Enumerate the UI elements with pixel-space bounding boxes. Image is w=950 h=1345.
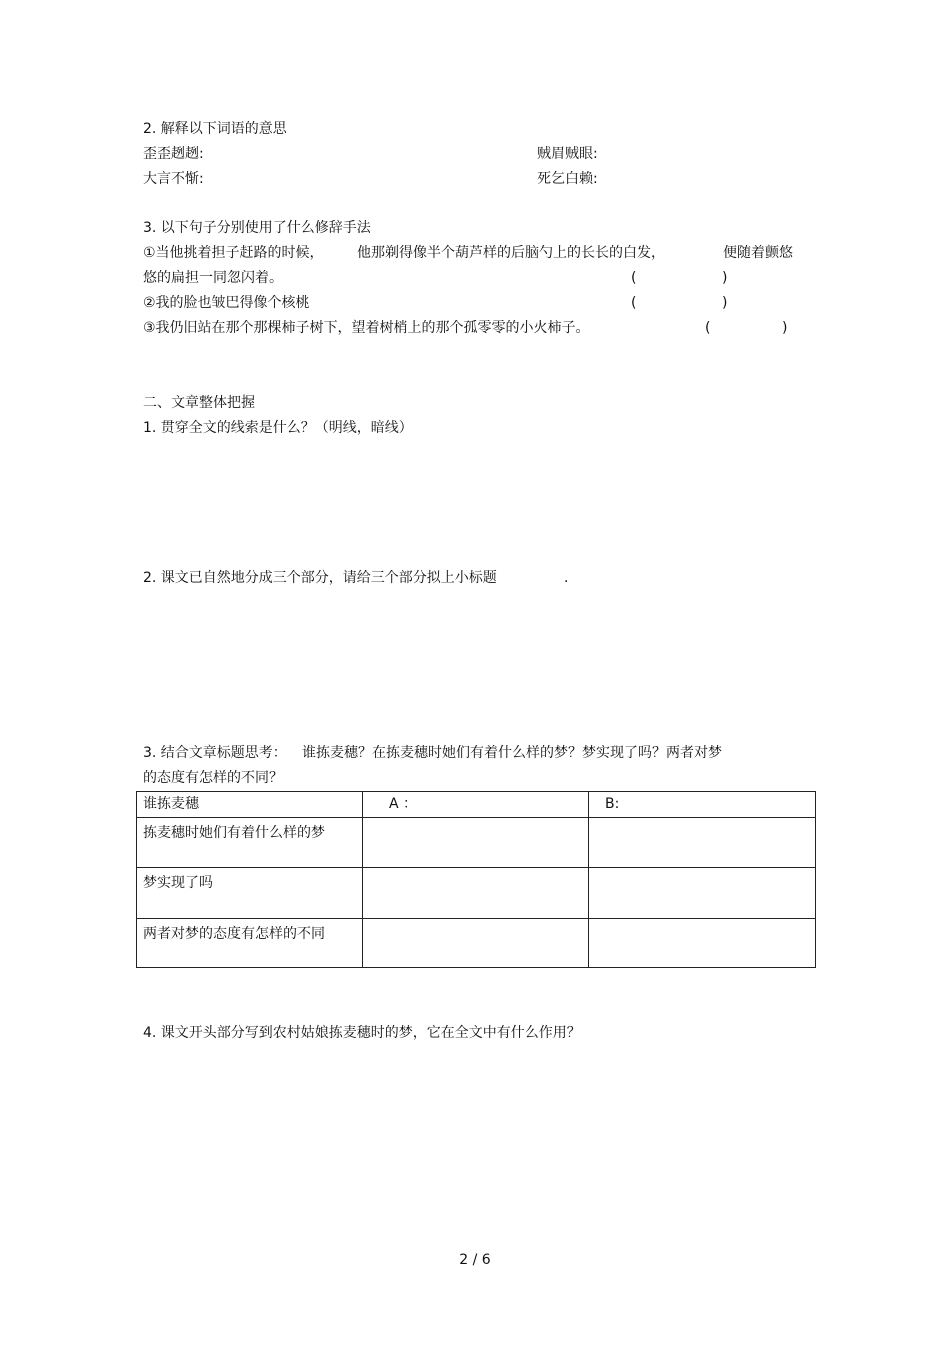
- section-2-question-4: 4. 课文开头部分写到农村姑娘拣麦穗时的梦，它在全文中有什么作用？: [143, 1025, 581, 1041]
- table-row: [137, 818, 816, 868]
- section-2-question-1: 1. 贯穿全文的线索是什么？（明线，暗线）: [143, 420, 413, 436]
- table-row-label-realized: 梦实现了吗: [137, 868, 363, 919]
- answer-paren-close-3: ): [782, 320, 788, 336]
- q2-title: 2. 解释以下词语的意思: [143, 121, 287, 137]
- answer-paren-close-1: ): [722, 270, 728, 286]
- q3-sentence-2: ②我的脸也皱巴得像个核桃: [143, 295, 310, 311]
- answer-paren-close-2: ): [722, 295, 728, 311]
- q3-sentence-1-part-1: ①当他挑着担子赶路的时候，: [143, 245, 324, 261]
- table-row-label-attitude: 两者对梦的态度有怎样的不同: [137, 919, 363, 968]
- section-2-heading: 二、文章整体把握: [143, 395, 255, 411]
- section-2-question-2: 2. 课文已自然地分成三个部分，请给三个部分拟上小标题: [143, 570, 497, 586]
- table-cell-a-realized[interactable]: [363, 868, 589, 919]
- table-row: [137, 792, 816, 818]
- section-2-question-2-period: .: [564, 570, 569, 586]
- table-header-a: A ：: [363, 792, 589, 818]
- answer-paren-open-2: (: [631, 295, 637, 311]
- table-row: [137, 868, 816, 919]
- q2-term-3: 大言不惭:: [143, 171, 204, 187]
- table-cell-a-attitude[interactable]: [363, 919, 589, 968]
- q3-sentence-1-part-3: 便随着颤悠: [723, 245, 793, 261]
- dream-comparison-table: [136, 791, 816, 968]
- q2-term-2: 贼眉贼眼:: [537, 146, 598, 162]
- q3-sentence-1-part-2: 他那剃得像半个葫芦样的后脑勺上的长长的白发，: [357, 245, 665, 261]
- table-cell-b-attitude[interactable]: [589, 919, 816, 968]
- section-2-question-3-line-2: 的态度有怎样的不同？: [143, 770, 283, 786]
- section-2-question-3-line-1b: 谁拣麦穗？在拣麦穗时她们有着什么样的梦？梦实现了吗？两者对梦: [302, 745, 722, 761]
- section-2-question-3-line-1a: 3. 结合文章标题思考：: [143, 745, 287, 761]
- table-header-b: B:: [589, 792, 816, 818]
- q2-term-4: 死乞白赖:: [537, 171, 598, 187]
- q2-term-1: 歪歪趔趔:: [143, 146, 204, 162]
- table-cell-b-realized[interactable]: [589, 868, 816, 919]
- q3-sentence-3: ③我仍旧站在那个那棵柿子树下，望着树梢上的那个孤零零的小火柿子。: [143, 320, 590, 336]
- answer-paren-open-3: (: [705, 320, 711, 336]
- table-row: [137, 919, 816, 968]
- page-number: 2 / 6: [459, 1252, 491, 1268]
- table-cell-b-dream[interactable]: [589, 818, 816, 868]
- answer-paren-open-1: (: [631, 270, 637, 286]
- q3-sentence-1-line-2: 悠的扁担一同忽闪着。: [143, 270, 283, 286]
- table-row-label-dream: 拣麦穗时她们有着什么样的梦: [137, 818, 363, 868]
- q3-title: 3. 以下句子分别使用了什么修辞手法: [143, 220, 371, 236]
- table-header-who: 谁拣麦穗: [137, 792, 363, 818]
- table-cell-a-dream[interactable]: [363, 818, 589, 868]
